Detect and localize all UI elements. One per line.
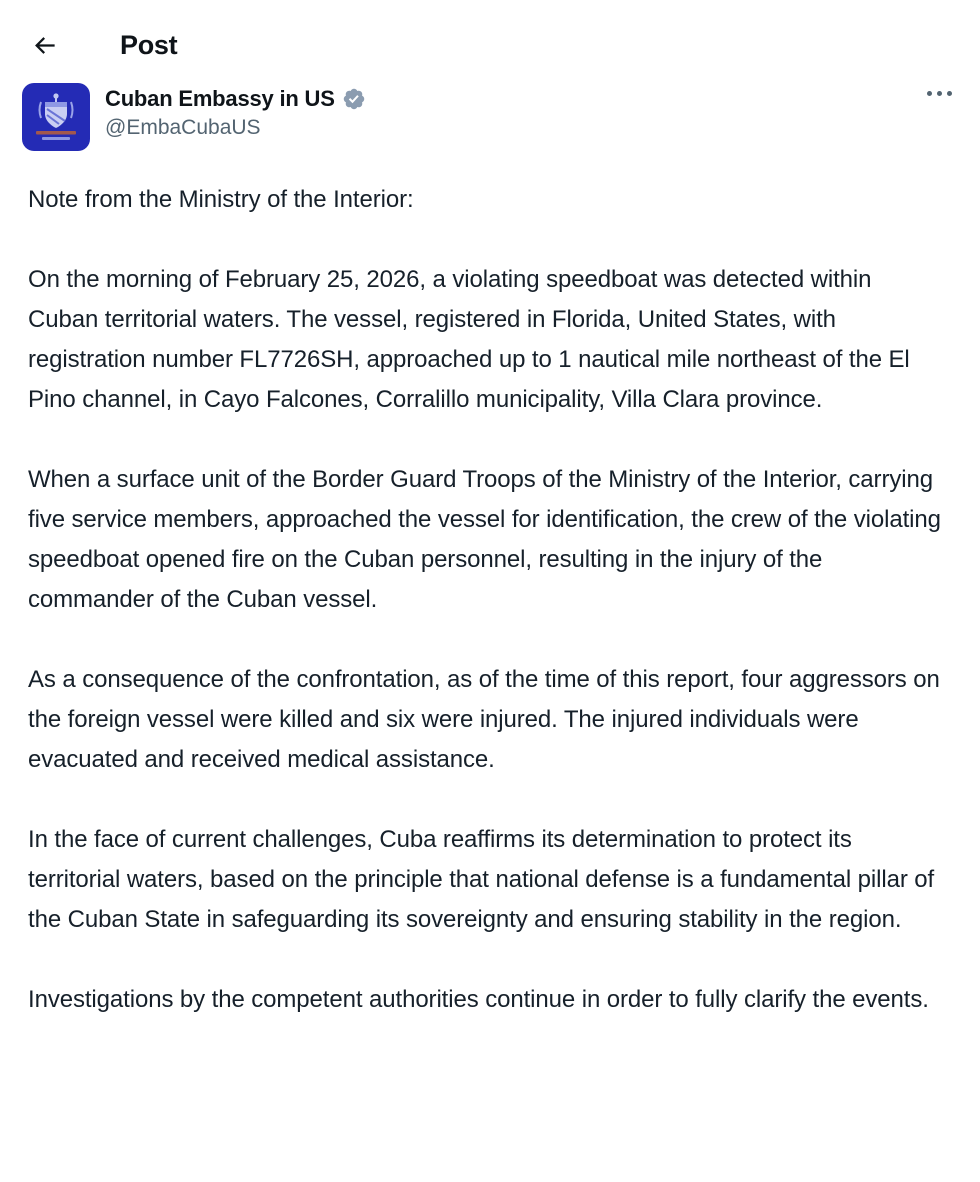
post-body — [28, 180, 948, 1020]
cuban-coat-of-arms-icon — [28, 89, 84, 145]
avatar[interactable] — [22, 83, 90, 151]
post-paragraph: In the face of current challenges, Cuba reaffirms its determination to protect its territorial waters, based on the principle that national defense is a fundamental pillar of the Cuban State in safeguarding its sovereignty and ensuring stability in the region. — [28, 826, 935, 933]
post-paragraph: As a consequence of the confrontation, as of the time of this report, four aggressors on the foreign vessel were killed and six were injured. The injured individuals were evacuated and received medical assistance. — [28, 666, 940, 773]
post-header — [0, 0, 980, 66]
author-handle[interactable]: @EmbaCubaUS — [105, 116, 261, 139]
more-dots-icon — [927, 91, 932, 96]
post-paragraph: Investigations by the competent authorities continue in order to fully clarify the events. — [28, 986, 929, 1013]
author-meta — [105, 86, 366, 140]
author-row — [22, 83, 962, 151]
post-paragraph: Note from the Ministry of the Interior: — [28, 186, 414, 213]
verified-badge-icon — [342, 87, 366, 111]
post-paragraph: When a surface unit of the Border Guard Troops of the Ministry of the Interior, carrying five service members, approached the vessel for identification, the crew of the violating speedboat opened fire on the Cuban personnel, resulting in the injury of the commander of the Cuban vessel. — [28, 466, 941, 613]
page-title: Post — [120, 29, 178, 60]
back-arrow-icon — [31, 32, 58, 59]
more-button[interactable] — [921, 85, 958, 102]
post — [0, 83, 980, 1020]
post-paragraph: On the morning of February 25, 2026, a violating speedboat was detected within Cuban territorial waters. The vessel, registered in Florida, United States, with registration number FL7726SH, approached up to 1 nautical mile northeast of the El Pino channel, in Cayo Falcones, Corralillo municipality, Villa Clara province. — [28, 266, 910, 413]
author-name[interactable]: Cuban Embassy in US — [105, 86, 335, 111]
back-button[interactable] — [28, 29, 60, 61]
